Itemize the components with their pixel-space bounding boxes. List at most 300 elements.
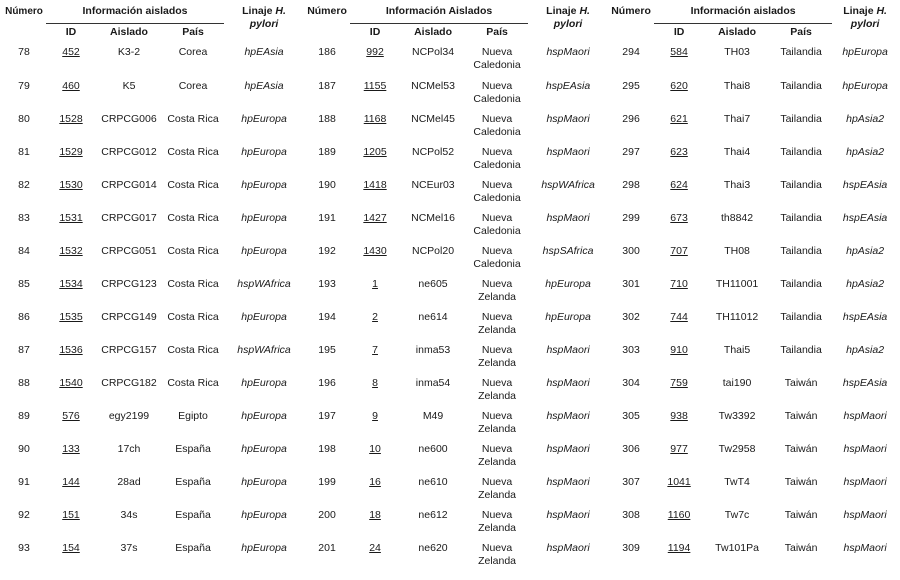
cell-id bbox=[654, 141, 704, 174]
cell-pais: España bbox=[175, 542, 211, 554]
cell-id bbox=[654, 273, 704, 306]
cell-id bbox=[46, 174, 96, 207]
cell-linaje: hspMaori bbox=[843, 509, 887, 521]
cell-aislado: tai190 bbox=[722, 377, 752, 389]
cell-linaje: hpEuropa bbox=[241, 476, 287, 488]
cell-id bbox=[46, 108, 96, 141]
cell-numero: 192 bbox=[318, 245, 336, 257]
cell-linaje: hspEAsia bbox=[842, 377, 888, 389]
cell-id bbox=[350, 372, 400, 405]
cell-aislado: Thai4 bbox=[723, 146, 751, 158]
cell-linaje: hpEuropa bbox=[842, 80, 888, 92]
cell-aislado: CRPCG149 bbox=[101, 311, 157, 323]
cell-aislado: ne600 bbox=[418, 443, 448, 455]
cell-pais: Nueva Zelanda bbox=[478, 377, 517, 402]
cell-pais: Nueva Caledonia bbox=[473, 212, 521, 237]
cell-linaje: hpAsia2 bbox=[846, 344, 885, 356]
cell-numero: 298 bbox=[622, 179, 640, 191]
cell-pais: Nueva Caledonia bbox=[473, 146, 521, 171]
cell-aislado: TwT4 bbox=[724, 476, 750, 488]
cell-pais: Egipto bbox=[178, 410, 208, 422]
cell-id bbox=[654, 504, 704, 537]
cell-numero: 93 bbox=[18, 542, 30, 554]
cell-id bbox=[350, 174, 400, 207]
table-row bbox=[2, 240, 898, 273]
id-value: 623 bbox=[670, 146, 688, 158]
cell-id bbox=[350, 306, 400, 339]
cell-aislado: CRPCG012 bbox=[101, 146, 157, 158]
id-value: 460 bbox=[62, 80, 80, 92]
cell-linaje: hpEuropa bbox=[842, 46, 888, 58]
cell-aislado: CRPCG123 bbox=[101, 278, 157, 290]
header-aislado-1: Aislado bbox=[110, 26, 148, 38]
id-value: 1205 bbox=[363, 146, 387, 158]
cell-pais: Nueva Zelanda bbox=[478, 443, 517, 468]
cell-id bbox=[654, 372, 704, 405]
id-value: 9 bbox=[372, 410, 378, 422]
table-row bbox=[2, 405, 898, 438]
cell-numero: 305 bbox=[622, 410, 640, 422]
id-value: 1041 bbox=[667, 476, 691, 488]
id-value: 584 bbox=[670, 46, 688, 58]
cell-id bbox=[350, 339, 400, 372]
id-value: 1430 bbox=[363, 245, 387, 257]
header-info-group-3: Información aislados bbox=[654, 5, 832, 24]
cell-id bbox=[350, 438, 400, 471]
cell-linaje: hpEuropa bbox=[241, 212, 287, 224]
cell-id bbox=[654, 240, 704, 273]
isolates-table bbox=[2, 5, 898, 570]
id-value: 1530 bbox=[59, 179, 83, 191]
cell-pais: Nueva Caledonia bbox=[473, 80, 521, 105]
cell-aislado: K5 bbox=[122, 80, 136, 92]
cell-linaje: hpAsia2 bbox=[846, 146, 885, 158]
cell-numero: 81 bbox=[18, 146, 30, 158]
cell-pais: Costa Rica bbox=[167, 113, 219, 125]
cell-numero: 85 bbox=[18, 278, 30, 290]
cell-aislado: 28ad bbox=[117, 476, 141, 488]
header-numero-3: Número bbox=[611, 5, 651, 17]
header-linaje-3 bbox=[832, 5, 898, 42]
cell-linaje: hspWAfrica bbox=[237, 278, 291, 290]
cell-pais: España bbox=[175, 476, 211, 488]
cell-aislado: inma54 bbox=[415, 377, 451, 389]
cell-numero: 82 bbox=[18, 179, 30, 191]
cell-linaje: hspMaori bbox=[546, 410, 590, 422]
table-row bbox=[2, 174, 898, 207]
cell-numero: 91 bbox=[18, 476, 30, 488]
header-id-3: ID bbox=[673, 26, 685, 38]
cell-aislado: Thai8 bbox=[723, 80, 751, 92]
header-linaje-pylori: pylori bbox=[249, 18, 279, 30]
table-row bbox=[2, 273, 898, 306]
cell-pais: Nueva Zelanda bbox=[478, 344, 517, 369]
cell-linaje: hspMaori bbox=[843, 542, 887, 554]
header-linaje-word: Linaje bbox=[546, 5, 580, 17]
cell-aislado: TH08 bbox=[724, 245, 750, 257]
cell-linaje: hspMaori bbox=[546, 377, 590, 389]
cell-linaje: hpEuropa bbox=[545, 311, 591, 323]
cell-pais: Tailandia bbox=[780, 179, 822, 191]
cell-pais: Costa Rica bbox=[167, 344, 219, 356]
cell-numero: 194 bbox=[318, 311, 336, 323]
id-value: 1529 bbox=[59, 146, 83, 158]
cell-id bbox=[350, 141, 400, 174]
cell-numero: 92 bbox=[18, 509, 30, 521]
cell-numero: 86 bbox=[18, 311, 30, 323]
cell-linaje: hpEuropa bbox=[241, 113, 287, 125]
table-row bbox=[2, 42, 898, 75]
cell-id bbox=[46, 273, 96, 306]
id-value: 1194 bbox=[667, 542, 691, 554]
cell-numero: 199 bbox=[318, 476, 336, 488]
cell-pais: Tailandia bbox=[780, 278, 822, 290]
cell-aislado: CRPCG157 bbox=[101, 344, 157, 356]
cell-id bbox=[350, 504, 400, 537]
cell-pais: Corea bbox=[178, 80, 208, 92]
id-value: 673 bbox=[670, 212, 688, 224]
cell-id bbox=[46, 405, 96, 438]
cell-pais: Costa Rica bbox=[167, 179, 219, 191]
cell-numero: 198 bbox=[318, 443, 336, 455]
id-value: 910 bbox=[670, 344, 688, 356]
cell-linaje: hpEuropa bbox=[241, 542, 287, 554]
cell-id bbox=[46, 471, 96, 504]
cell-aislado: Tw2958 bbox=[718, 443, 756, 455]
cell-pais: Tailandia bbox=[780, 212, 822, 224]
cell-linaje: hspMaori bbox=[843, 410, 887, 422]
cell-linaje: hspMaori bbox=[546, 476, 590, 488]
cell-id bbox=[654, 537, 704, 570]
cell-aislado: 37s bbox=[120, 542, 138, 554]
cell-numero: 303 bbox=[622, 344, 640, 356]
cell-id bbox=[46, 240, 96, 273]
cell-numero: 79 bbox=[18, 80, 30, 92]
id-value: 2 bbox=[372, 311, 378, 323]
cell-linaje: hspMaori bbox=[546, 542, 590, 554]
id-value: 1540 bbox=[59, 377, 83, 389]
cell-id bbox=[350, 108, 400, 141]
id-value: 144 bbox=[62, 476, 80, 488]
header-pais-1: País bbox=[182, 26, 204, 38]
cell-numero: 87 bbox=[18, 344, 30, 356]
header-linaje-h: H. bbox=[876, 5, 887, 17]
cell-numero: 296 bbox=[622, 113, 640, 125]
cell-numero: 307 bbox=[622, 476, 640, 488]
cell-id bbox=[46, 42, 96, 75]
cell-pais: Nueva Zelanda bbox=[478, 476, 517, 501]
header-linaje-pylori: pylori bbox=[553, 18, 583, 30]
cell-linaje: hspEAsia bbox=[545, 80, 591, 92]
cell-linaje: hspWAfrica bbox=[541, 179, 595, 191]
table-row bbox=[2, 339, 898, 372]
cell-linaje: hspMaori bbox=[546, 113, 590, 125]
cell-numero: 195 bbox=[318, 344, 336, 356]
cell-numero: 299 bbox=[622, 212, 640, 224]
id-value: 744 bbox=[670, 311, 688, 323]
cell-pais: Tailandia bbox=[780, 146, 822, 158]
cell-id bbox=[350, 405, 400, 438]
id-value: 7 bbox=[372, 344, 378, 356]
cell-pais: Nueva Zelanda bbox=[478, 509, 517, 534]
table-row bbox=[2, 372, 898, 405]
cell-aislado: ne620 bbox=[418, 542, 448, 554]
id-value: 8 bbox=[372, 377, 378, 389]
cell-aislado: CRPCG014 bbox=[101, 179, 157, 191]
cell-id bbox=[654, 339, 704, 372]
cell-id bbox=[350, 471, 400, 504]
cell-aislado: Thai7 bbox=[723, 113, 751, 125]
cell-pais: Nueva Caledonia bbox=[473, 179, 521, 204]
header-aislado-2: Aislado bbox=[414, 26, 452, 38]
cell-linaje: hpAsia2 bbox=[846, 278, 885, 290]
cell-linaje: hpEuropa bbox=[241, 509, 287, 521]
cell-aislado: egy2199 bbox=[108, 410, 150, 422]
cell-pais: Tailandia bbox=[780, 80, 822, 92]
id-value: 1 bbox=[372, 278, 378, 290]
cell-aislado: CRPCG051 bbox=[101, 245, 157, 257]
id-value: 621 bbox=[670, 113, 688, 125]
cell-pais: Taiwán bbox=[784, 377, 818, 389]
cell-numero: 302 bbox=[622, 311, 640, 323]
cell-aislado: M49 bbox=[422, 410, 444, 422]
cell-id bbox=[46, 339, 96, 372]
id-value: 1418 bbox=[363, 179, 387, 191]
cell-linaje: hspSAfrica bbox=[542, 245, 594, 257]
cell-linaje: hspMaori bbox=[546, 212, 590, 224]
cell-pais: Taiwán bbox=[784, 476, 818, 488]
cell-linaje: hspWAfrica bbox=[237, 344, 291, 356]
cell-id bbox=[654, 42, 704, 75]
cell-aislado: 17ch bbox=[117, 443, 141, 455]
cell-id bbox=[654, 471, 704, 504]
id-value: 707 bbox=[670, 245, 688, 257]
cell-numero: 200 bbox=[318, 509, 336, 521]
cell-pais: Tailandia bbox=[780, 113, 822, 125]
cell-aislado: TH11001 bbox=[715, 278, 759, 290]
cell-pais: Nueva Caledonia bbox=[473, 245, 521, 270]
cell-pais: Tailandia bbox=[780, 46, 822, 58]
cell-aislado: ne610 bbox=[418, 476, 448, 488]
cell-numero: 309 bbox=[622, 542, 640, 554]
cell-id bbox=[46, 75, 96, 108]
cell-linaje: hspMaori bbox=[843, 476, 887, 488]
cell-linaje: hpEuropa bbox=[241, 179, 287, 191]
cell-id bbox=[350, 75, 400, 108]
cell-numero: 304 bbox=[622, 377, 640, 389]
cell-pais: Nueva Zelanda bbox=[478, 311, 517, 336]
cell-aislado: inma53 bbox=[415, 344, 451, 356]
cell-pais: Costa Rica bbox=[167, 146, 219, 158]
cell-aislado: NCMel16 bbox=[411, 212, 455, 224]
cell-linaje: hspMaori bbox=[843, 443, 887, 455]
cell-pais: España bbox=[175, 443, 211, 455]
cell-id bbox=[654, 438, 704, 471]
cell-pais: Taiwán bbox=[784, 509, 818, 521]
cell-aislado: NCEur03 bbox=[411, 179, 455, 191]
id-value: 624 bbox=[670, 179, 688, 191]
cell-pais: Nueva Zelanda bbox=[478, 542, 517, 567]
cell-linaje: hspMaori bbox=[546, 509, 590, 521]
cell-numero: 84 bbox=[18, 245, 30, 257]
cell-linaje: hpEuropa bbox=[241, 311, 287, 323]
cell-aislado: CRPCG017 bbox=[101, 212, 157, 224]
header-linaje-word: Linaje bbox=[242, 5, 276, 17]
cell-numero: 294 bbox=[622, 46, 640, 58]
id-value: 1532 bbox=[59, 245, 83, 257]
cell-id bbox=[654, 207, 704, 240]
cell-pais: Nueva Zelanda bbox=[478, 410, 517, 435]
cell-numero: 191 bbox=[318, 212, 336, 224]
cell-id bbox=[350, 207, 400, 240]
header-linaje-h: H. bbox=[579, 5, 590, 17]
cell-aislado: 34s bbox=[120, 509, 138, 521]
header-id-2: ID bbox=[369, 26, 381, 38]
id-value: 938 bbox=[670, 410, 688, 422]
cell-aislado: NCPol20 bbox=[412, 245, 455, 257]
cell-linaje: hspMaori bbox=[546, 146, 590, 158]
cell-pais: Costa Rica bbox=[167, 245, 219, 257]
table-row bbox=[2, 306, 898, 339]
cell-id bbox=[350, 240, 400, 273]
header-linaje-word: Linaje bbox=[843, 5, 877, 17]
id-value: 576 bbox=[62, 410, 80, 422]
cell-linaje: hspEAsia bbox=[842, 179, 888, 191]
cell-numero: 83 bbox=[18, 212, 30, 224]
cell-numero: 193 bbox=[318, 278, 336, 290]
cell-linaje: hpEAsia bbox=[244, 80, 284, 92]
id-value: 151 bbox=[62, 509, 80, 521]
cell-numero: 78 bbox=[18, 46, 30, 58]
cell-aislado: K3-2 bbox=[117, 46, 141, 58]
cell-numero: 189 bbox=[318, 146, 336, 158]
cell-aislado: CRPCG182 bbox=[101, 377, 157, 389]
table-row bbox=[2, 141, 898, 174]
cell-aislado: ne612 bbox=[418, 509, 448, 521]
header-info-group-2: Información Aislados bbox=[350, 5, 528, 24]
cell-linaje: hpAsia2 bbox=[846, 245, 885, 257]
cell-aislado: NCMel45 bbox=[411, 113, 455, 125]
table-row bbox=[2, 207, 898, 240]
cell-id bbox=[654, 75, 704, 108]
id-value: 16 bbox=[369, 476, 381, 488]
cell-linaje: hpEuropa bbox=[545, 278, 591, 290]
cell-numero: 306 bbox=[622, 443, 640, 455]
id-value: 710 bbox=[670, 278, 688, 290]
cell-id bbox=[654, 405, 704, 438]
cell-id bbox=[46, 207, 96, 240]
cell-aislado: ne614 bbox=[418, 311, 448, 323]
cell-numero: 88 bbox=[18, 377, 30, 389]
cell-numero: 190 bbox=[318, 179, 336, 191]
cell-numero: 197 bbox=[318, 410, 336, 422]
cell-aislado: Tw101Pa bbox=[715, 542, 759, 554]
cell-linaje: hpAsia2 bbox=[846, 113, 885, 125]
cell-numero: 196 bbox=[318, 377, 336, 389]
cell-numero: 300 bbox=[622, 245, 640, 257]
cell-id bbox=[350, 537, 400, 570]
cell-numero: 297 bbox=[622, 146, 640, 158]
id-value: 1168 bbox=[363, 113, 387, 125]
cell-numero: 187 bbox=[318, 80, 336, 92]
id-value: 1535 bbox=[59, 311, 83, 323]
id-value: 759 bbox=[670, 377, 688, 389]
cell-numero: 89 bbox=[18, 410, 30, 422]
cell-aislado: NCPol34 bbox=[412, 46, 455, 58]
cell-pais: Tailandia bbox=[780, 311, 822, 323]
id-value: 24 bbox=[369, 542, 381, 554]
cell-linaje: hspMaori bbox=[546, 344, 590, 356]
cell-aislado: Tw7c bbox=[724, 509, 750, 521]
cell-id bbox=[654, 108, 704, 141]
cell-aislado: th8842 bbox=[721, 212, 754, 224]
header-linaje-pylori: pylori bbox=[850, 18, 880, 30]
id-value: 452 bbox=[62, 46, 80, 58]
id-value: 992 bbox=[366, 46, 384, 58]
cell-numero: 186 bbox=[318, 46, 336, 58]
cell-id bbox=[46, 141, 96, 174]
cell-linaje: hpEuropa bbox=[241, 443, 287, 455]
cell-pais: Costa Rica bbox=[167, 212, 219, 224]
table-row bbox=[2, 537, 898, 570]
cell-aislado: NCPol52 bbox=[412, 146, 455, 158]
table-body bbox=[2, 42, 898, 570]
cell-aislado: TH03 bbox=[724, 46, 750, 58]
header-id-1: ID bbox=[65, 26, 77, 38]
cell-pais: Corea bbox=[178, 46, 208, 58]
cell-id bbox=[46, 504, 96, 537]
cell-aislado: TH11012 bbox=[715, 311, 759, 323]
cell-numero: 80 bbox=[18, 113, 30, 125]
header-pais-2: País bbox=[486, 26, 508, 38]
cell-numero: 301 bbox=[622, 278, 640, 290]
header-aislado-3: Aislado bbox=[718, 26, 757, 38]
table-row bbox=[2, 75, 898, 108]
cell-pais: Taiwán bbox=[784, 542, 818, 554]
cell-pais: Taiwán bbox=[784, 443, 818, 455]
header-pais-3: País bbox=[790, 26, 812, 38]
cell-aislado: NCMel53 bbox=[411, 80, 455, 92]
cell-aislado: ne605 bbox=[418, 278, 448, 290]
id-value: 10 bbox=[369, 443, 381, 455]
cell-pais: España bbox=[175, 509, 211, 521]
cell-id bbox=[654, 306, 704, 339]
cell-aislado: Tw3392 bbox=[718, 410, 756, 422]
header-numero-1: Número bbox=[5, 6, 43, 17]
id-value: 154 bbox=[62, 542, 80, 554]
header-info-group-1: Información aislados bbox=[46, 5, 224, 24]
cell-aislado: Thai3 bbox=[723, 179, 751, 191]
cell-numero: 188 bbox=[318, 113, 336, 125]
cell-pais: Taiwán bbox=[784, 410, 818, 422]
id-value: 1534 bbox=[59, 278, 83, 290]
cell-numero: 308 bbox=[622, 509, 640, 521]
cell-linaje: hspMaori bbox=[546, 46, 590, 58]
table-row bbox=[2, 471, 898, 504]
cell-linaje: hspEAsia bbox=[842, 212, 888, 224]
table-row bbox=[2, 108, 898, 141]
id-value: 1160 bbox=[667, 509, 691, 521]
cell-numero: 201 bbox=[318, 542, 336, 554]
header-linaje-1 bbox=[224, 5, 304, 42]
id-value: 977 bbox=[670, 443, 688, 455]
id-value: 1528 bbox=[59, 113, 83, 125]
cell-linaje: hpEAsia bbox=[244, 46, 284, 58]
id-value: 133 bbox=[62, 443, 80, 455]
cell-id bbox=[46, 438, 96, 471]
cell-linaje: hpEuropa bbox=[241, 146, 287, 158]
cell-linaje: hspMaori bbox=[546, 443, 590, 455]
